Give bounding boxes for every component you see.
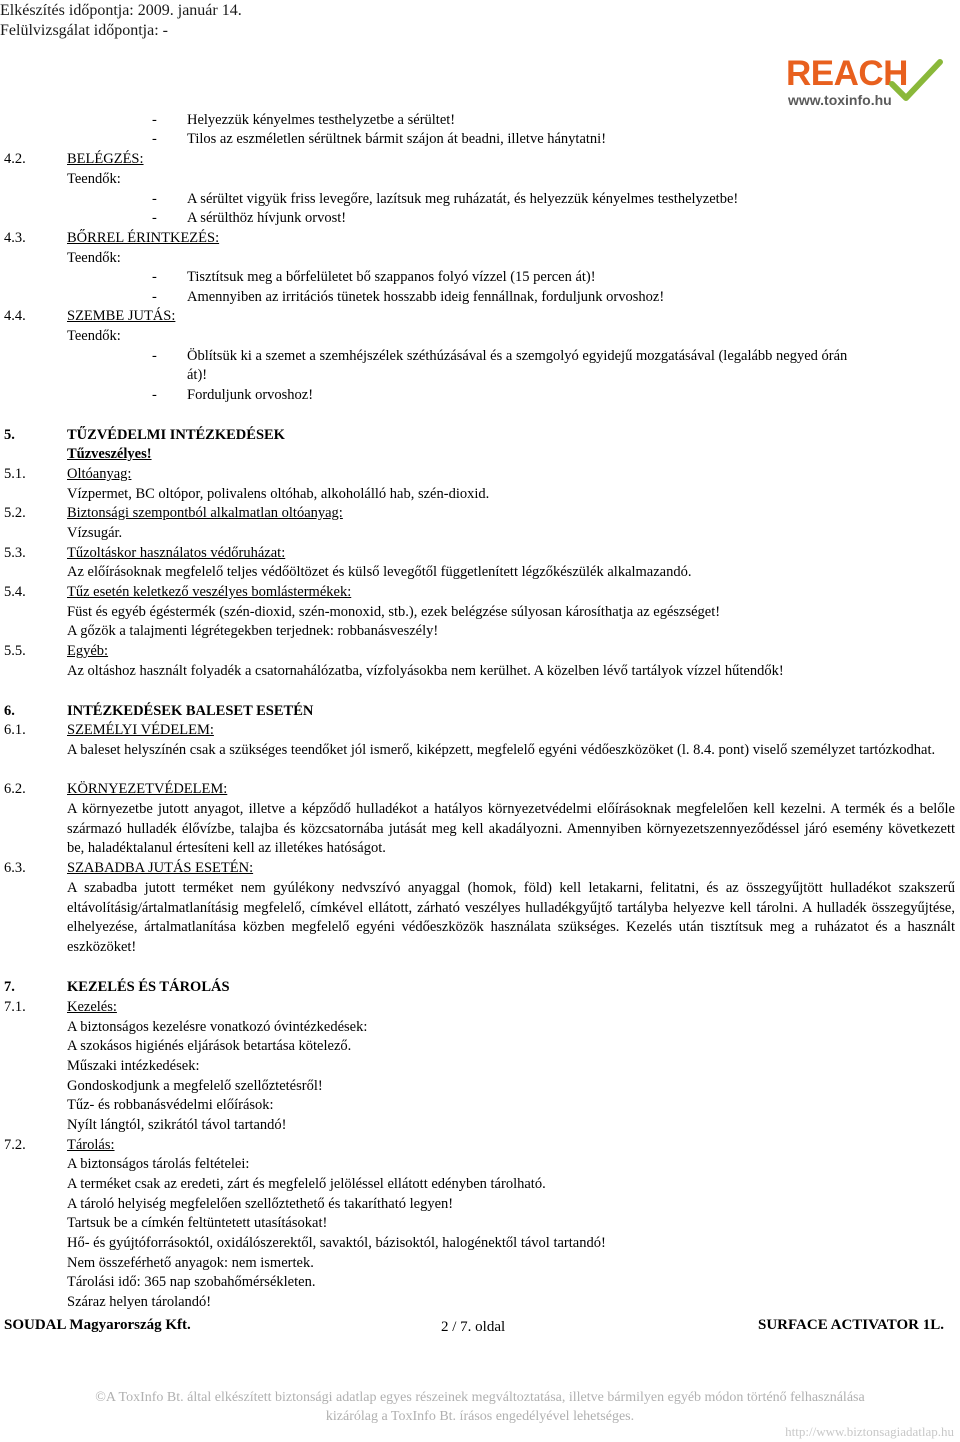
- section-number: 4.2.: [4, 151, 26, 167]
- section-title: BELÉGZÉS:: [67, 151, 144, 167]
- list-item: Tisztítsuk meg a bőrfelületet bő szappanos folyó vízzel (15 percen át)!: [187, 269, 596, 285]
- text-line: A biztonságos kezelésre vonatkozó óvintézkedések:: [67, 1019, 368, 1035]
- copyright-line-2: kizárólag a ToxInfo Bt. írásos engedélyével lehetséges.: [325, 1409, 635, 1424]
- text-line: Nem összeférhető anyagok: nem ismertek.: [67, 1255, 314, 1271]
- section-number: 5.1.: [4, 466, 26, 482]
- section-number: 5.5.: [4, 643, 26, 659]
- section-title: SZEMBE JUTÁS:: [67, 308, 176, 324]
- teendok-label: Teendők:: [67, 328, 121, 344]
- website-link[interactable]: http://www.biztonsagiadatlap.hu: [785, 1424, 954, 1439]
- footer-product: SURFACE ACTIVATOR 1L.: [757, 1317, 944, 1333]
- text-line: A szokásos higiénés eljárások betartása kötelező.: [67, 1038, 352, 1054]
- text-line: Tűz- és robbanásvédelmi előírások:: [67, 1097, 274, 1113]
- text-line: Tárolási idő: 365 nap szobahőmérsékleten.: [67, 1274, 316, 1290]
- copyright-line-1: ©A ToxInfo Bt. által elkészített biztonsági adatlap egyes részeinek megváltoztatása, illetve bármilyen egyéb módon történő felhasználása: [95, 1390, 865, 1405]
- section-text: A szabadba jutott terméket nem gyúlékony nedvszívó anyaggal (homok, föld) kell letakarni, felitatni, és az összegyűjtött hulladékot szakszerű eltávolításig/ártalmatlanításig megfelelő, címkével ellátott, zárható veszélyes hulladékgyűjtő tartályba helyezve kell tárolni. A hulladék összegyűjtése, elhelyezése, ártalmatlanítása közben megfelelő egyéni védőeszközök használata szükséges. Kezelés után tisztítsuk meg a ruházatot és a használt eszközöket!: [67, 880, 955, 955]
- checkmark-icon: [888, 58, 944, 106]
- section-number: 6.2.: [4, 781, 26, 797]
- section-text: Az oltáshoz használt folyadék a csatornahálózatba, vízfolyásokba nem kerülhet. A közelben lévő tartályok vízzel hűtendők!: [67, 663, 784, 679]
- section-title: Tárolás:: [67, 1137, 115, 1153]
- section-text: Az előírásoknak megfelelő teljes védőöltözet és külső levegőtől függetlenített légzőkészülék alkalmazandó.: [67, 564, 692, 580]
- teendok-label: Teendők:: [67, 250, 121, 266]
- teendok-label: Teendők:: [67, 171, 121, 187]
- section-number: 6.3.: [4, 860, 26, 876]
- fire-warning: Tűzveszélyes!: [67, 446, 152, 462]
- text-line: Hő- és gyújtóforrásoktól, oxidálószerektől, savaktól, bázisoktól, halogénektől távol tartandó!: [67, 1235, 606, 1251]
- section-number: 5.4.: [4, 584, 26, 600]
- list-item: Amennyiben az irritációs tünetek hosszabb ideig fennállnak, forduljunk orvoshoz!: [187, 289, 665, 305]
- list-item: Helyezzük kényelmes testhelyzetbe a sérültet!: [187, 112, 456, 128]
- section-title: Kezelés:: [67, 999, 117, 1015]
- logo-word: REACH: [786, 54, 908, 93]
- section-title: Tűz esetén keletkező veszélyes bomlástermékek:: [67, 584, 352, 600]
- section-title: Biztonsági szempontból alkalmatlan oltóanyag:: [67, 505, 343, 521]
- text-line: Nyílt lángtól, szikrától távol tartandó!: [67, 1117, 287, 1133]
- section-text: A baleset helyszínén csak a szükséges teendőket jól ismerő, kiképzett, megfelelő egyéni védőeszközöket (l. 8.4. pont) viselő személyzet tartózkodhat.: [67, 742, 936, 758]
- section-text: A környezetbe jutott anyagot, illetve a képződő hulladékot a hatályos környezetvédelmi előírásoknak megfelelően kell kezelni. A termék és a belőle származó hulladék élővízbe, talajba és közcsatornába jutását meg kell akadályozni. Amennyiben környezetszennyeződéssel járó esemény következett be, haladéktalanul értesíteni kell az illetékes hatóságot.: [67, 801, 955, 856]
- section-number: 5.2.: [4, 505, 26, 521]
- section-title: Oltóanyag:: [67, 466, 132, 482]
- text-line: A tároló helyiség megfelelően szellőztethető és takarítható legyen!: [67, 1196, 454, 1212]
- section-number: 5.: [4, 427, 15, 443]
- section-heading: KEZELÉS ÉS TÁROLÁS: [67, 979, 230, 995]
- section-number: 7.1.: [4, 999, 26, 1015]
- section-title: KÖRNYEZETVÉDELEM:: [67, 781, 228, 797]
- section-number: 4.3.: [4, 230, 26, 246]
- list-item: Forduljunk orvoshoz!: [187, 387, 314, 403]
- section-heading: TŰZVÉDELMI INTÉZKEDÉSEK: [67, 427, 285, 443]
- section-text: A gőzök a talajmenti légrétegekben terjednek: robbanásveszély!: [67, 623, 439, 639]
- section-text: Vízsugár.: [67, 525, 123, 541]
- section-text: Füst és egyéb égéstermék (szén-dioxid, szén-monoxid, stb.), ezek belégzése súlyosan károsíthatja az egészséget!: [67, 604, 721, 620]
- section-title: BŐRREL ÉRINTKEZÉS:: [67, 230, 220, 246]
- revised-date: Felülvizsgálat időpontja: -: [0, 22, 168, 39]
- footer-page: 2 / 7. oldal: [441, 1319, 506, 1335]
- list-item: Öblítsük ki a szemet a szemhéjszélek széthúzásával és a szemgolyó egyidejű mozgatásával (legalább negyed órán: [187, 348, 848, 364]
- section-number: 7.: [4, 979, 15, 995]
- section-heading: INTÉZKEDÉSEK BALESET ESETÉN: [67, 703, 314, 719]
- section-number: 7.2.: [4, 1137, 26, 1153]
- section-number: 6.: [4, 703, 15, 719]
- list-item: A sérültet vigyük friss levegőre, lazítsuk meg ruházatát, és helyezzük kényelmes testhelyzetbe!: [187, 191, 739, 207]
- list-item-cont: át)!: [187, 367, 208, 383]
- section-title: Egyéb:: [67, 643, 109, 659]
- text-line: Száraz helyen tárolandó!: [67, 1294, 212, 1310]
- section-number: 6.1.: [4, 722, 26, 738]
- logo-url: www.toxinfo.hu: [788, 92, 892, 108]
- reach-logo: [784, 56, 944, 112]
- text-line: A terméket csak az eredeti, zárt és megfelelő jelöléssel ellátott edényben tárolható.: [67, 1176, 546, 1192]
- text-line: Gondoskodjunk a megfelelő szellőztetésről!: [67, 1078, 323, 1094]
- list-item: Tilos az eszméletlen sérültnek bármit szájon át beadni, illetve hánytatni!: [187, 131, 607, 147]
- section-title: Tűzoltáskor használatos védőruházat:: [67, 545, 286, 561]
- section-title: SZEMÉLYI VÉDELEM:: [67, 722, 214, 738]
- section-text: Vízpermet, BC oltópor, polivalens oltóhab, alkoholálló hab, szén-dioxid.: [67, 486, 490, 502]
- list-item: A sérülthöz hívjunk orvost!: [187, 210, 347, 226]
- footer-company: SOUDAL Magyarország Kft.: [4, 1317, 191, 1333]
- section-number: 4.4.: [4, 308, 26, 324]
- text-line: Tartsuk be a címkén feltüntetett utasításokat!: [67, 1215, 328, 1231]
- created-date: Elkészítés időpontja: 2009. január 14.: [0, 2, 242, 19]
- section-title: SZABADBA JUTÁS ESETÉN:: [67, 860, 254, 876]
- text-line: A biztonságos tárolás feltételei:: [67, 1156, 250, 1172]
- text-line: Műszaki intézkedések:: [67, 1058, 200, 1074]
- section-number: 5.3.: [4, 545, 26, 561]
